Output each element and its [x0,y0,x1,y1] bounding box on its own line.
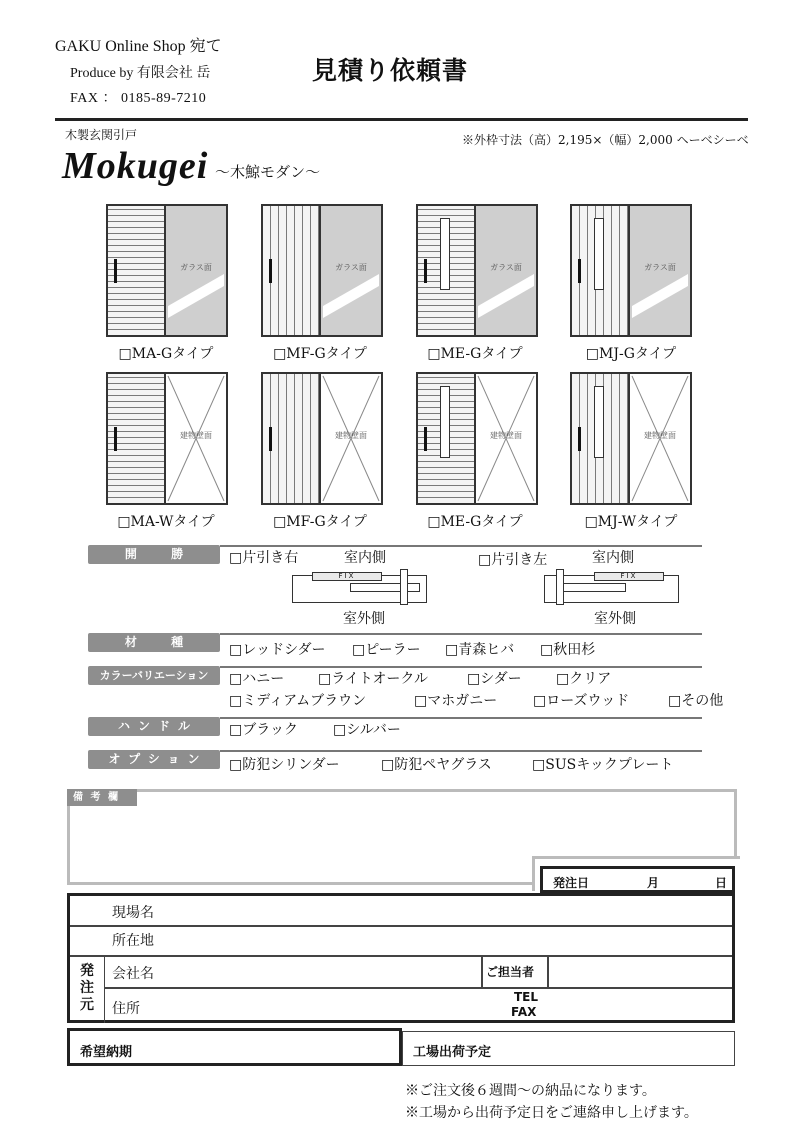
material-option[interactable]: □ピーラー [352,642,421,658]
extra-option[interactable]: □防犯ペヤグラス [381,757,492,773]
opening-left-option[interactable]: □片引き左 [478,552,548,568]
option-label: オプション [88,750,220,769]
indoor-label: 室内側 [592,550,634,566]
order-date-month: 月 [647,876,660,890]
door-type-option[interactable]: □MJ-Wタイプ [584,514,678,530]
plan-view-left: FIX [544,569,679,605]
outdoor-label: 室外側 [343,611,385,627]
handle-mark [269,427,272,451]
door-type-option[interactable]: □MA-Gタイプ [118,346,214,362]
door-type-option[interactable]: □MF-Gタイプ [273,514,367,530]
color-option[interactable]: □マホガニー [414,693,498,709]
factory-shipping-label: 工場出荷予定 [413,1045,492,1060]
handle-label: ハンドル [88,717,220,736]
address-label: 住所 [112,1001,140,1017]
color-option[interactable]: □ライトオークル [318,671,428,687]
color-option[interactable]: □ローズウッド [533,693,630,709]
door-type-option[interactable]: □MJ-Gタイプ [585,346,677,362]
divider [220,633,702,635]
handle-mark [424,259,427,283]
desired-delivery-label: 希望納期 [80,1045,133,1060]
divider [220,750,702,752]
order-date-box[interactable] [540,866,735,893]
product-dimensions: ※外枠寸法（高）2,195×（幅）2,000 ヘーベシーベ [462,133,749,147]
door-drawing-ma-w: 建物壁面 [106,372,228,505]
note-delivery: ※ご注文後６週間～の納品になります。 [405,1083,656,1099]
material-option[interactable]: □秋田杉 [540,642,596,658]
door-drawing-mj-g: ガラス面 [570,204,692,337]
extra-option[interactable]: □防犯シリンダー [229,757,340,773]
color-option[interactable]: □その他 [668,693,724,709]
color-option[interactable]: □クリア [556,671,612,687]
material-label: 材 種 [88,633,220,652]
glass-slit [594,218,604,290]
outdoor-label: 室外側 [594,611,636,627]
producer: Produce by 有限会社 岳 [70,66,211,81]
door-drawing-mf-w: 建物壁面 [261,372,383,505]
customer-table [67,893,735,1023]
color-label: カラーバリエーション [88,666,220,685]
handle-mark [114,427,117,451]
handle-mark [269,259,272,283]
material-option[interactable]: □レッドシダー [229,642,326,658]
handle-option[interactable]: □シルバー [333,722,401,738]
fax-number: FAX ： 0185-89-7210 [70,91,207,106]
tel-label: TEL [514,990,539,1004]
opening-label: 開 勝 手 [88,545,220,564]
door-drawing-me-w: 建物壁面 [416,372,538,505]
handle-mark [114,259,117,283]
glass-slit [440,218,450,290]
door-drawing-ma-g: ガラス面 [106,204,228,337]
handle-option[interactable]: □ブラック [229,722,298,738]
door-drawing-mf-g: ガラス面 [261,204,383,337]
indoor-label: 室内側 [344,550,386,566]
contact-label: ご担当者 [486,965,535,979]
glass-slit [440,386,450,458]
factory-shipping-box[interactable] [402,1031,735,1066]
order-date-label: 発注日 [553,876,590,890]
door-type-option[interactable]: □ME-Gタイプ [427,346,523,362]
door-type-option[interactable]: □MA-Wタイプ [117,514,215,530]
orderer-label: 発注元 [70,957,105,1023]
color-option[interactable]: □シダー [467,671,522,687]
product-name: Mokugei [62,145,209,187]
extra-option[interactable]: □SUSキックプレート [532,757,674,773]
remarks-label: 備 考 欄 [67,789,137,806]
header-rule [55,118,748,121]
door-drawing-me-g: ガラス面 [416,204,538,337]
door-type-option[interactable]: □MF-Gタイプ [273,346,367,362]
document-title: 見積り依頼書 [312,56,469,85]
desired-delivery-box[interactable] [67,1028,402,1066]
site-name-label: 現場名 [112,905,154,921]
note-shipping: ※工場から出荷予定日をご連絡申し上げます。 [405,1105,698,1121]
door-drawing-mj-w: 建物壁面 [570,372,692,505]
handle-mark [578,259,581,283]
opening-right-option[interactable]: □片引き右 [229,550,299,566]
product-subtitle: ～木鯨モダン～ [215,163,321,181]
company-label: 会社名 [112,966,154,982]
fax-label: FAX [511,1005,537,1019]
handle-mark [424,427,427,451]
glass-slit [594,386,604,458]
plan-view-right: FIX [292,569,427,605]
location-label: 所在地 [112,933,154,949]
color-option[interactable]: □ミディアムブラウン [229,693,367,709]
recipient: GAKU Online Shop 宛て [55,38,222,55]
material-option[interactable]: □青森ヒバ [445,642,515,658]
product-category: 木製玄関引戸 [65,128,138,142]
color-option[interactable]: □ハニー [229,671,285,687]
door-type-option[interactable]: □ME-Gタイプ [427,514,523,530]
handle-mark [578,427,581,451]
divider [220,666,702,668]
order-date-day: 日 [715,876,728,890]
